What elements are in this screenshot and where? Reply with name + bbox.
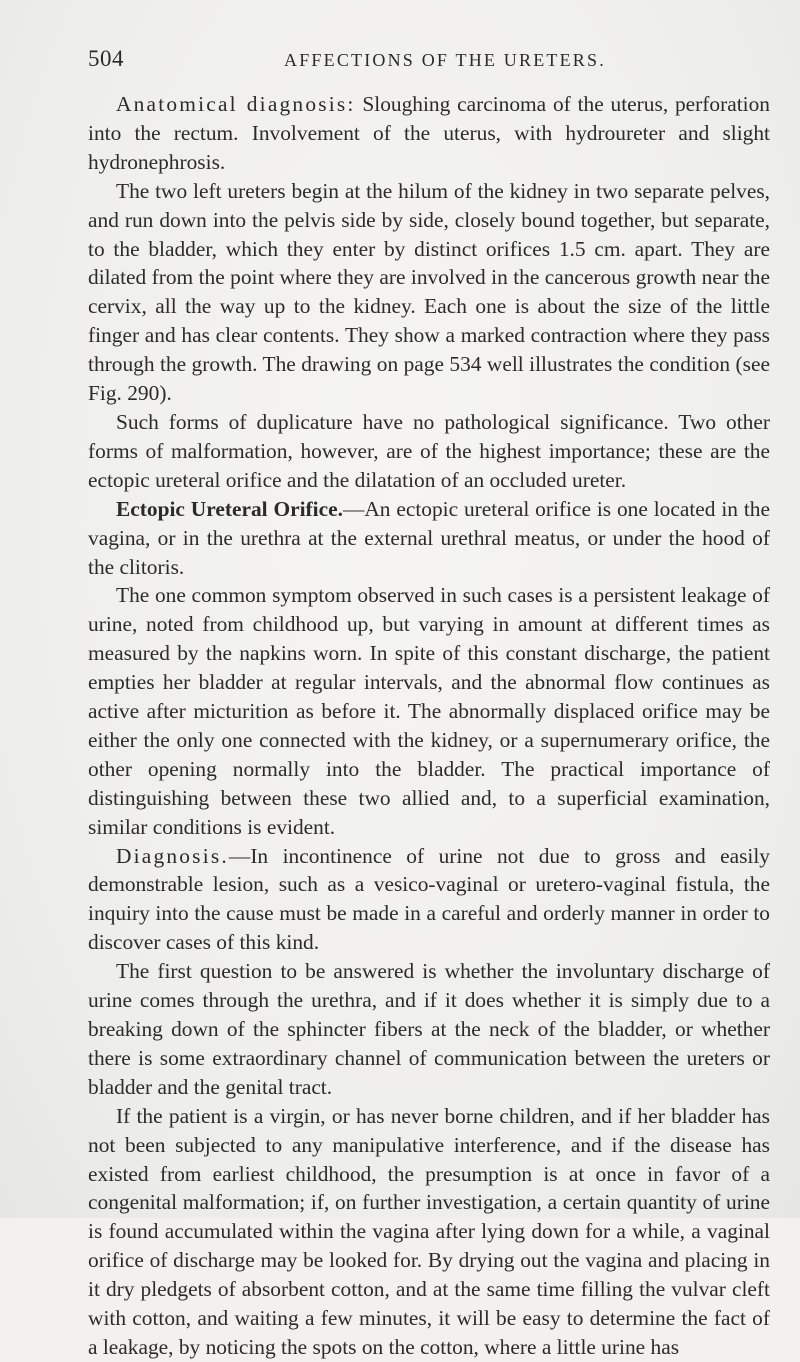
paragraph-first-question: The first question to be answered is whether the involuntary discharge of urine comes through the urethra, and if it does whether it is simply due to a breaking down of the sphincter fibers at the neck of the bladder, or whether there is some extraordinary channel of communication between the ureters or bladder and the genital tract.	[88, 959, 770, 1099]
paragraph-common-symptom: The one common symptom observed in such cases is a persistent leakage of urine, noted from childhood up, but varying in amount at different times as measured by the napkins worn. In spite of this constant discharge, the patient empties her bladder at regular intervals, and the abnormal flow continues as active after micturition as before it. The abnormally displaced orifice may be either the only one connected with the kidney, or a supernumerary orifice, the other opening normally into the bladder. The practical importance of distinguishing between these two allied and, to a superficial examination, similar conditions is evident.	[88, 583, 770, 839]
paragraph-text: —An ectopic ureteral orifice is one located in the vagina, or in the urethra at the external urethral meatus, or under the hood of the clitoris.	[88, 496, 770, 579]
paragraph-lead: Diagnosis.	[116, 843, 229, 868]
paragraph-virgin-patient: If the patient is a virgin, or has never borne children, and if her bladder has not been subjected to any manipulative interference, and if the disease has existed from earliest childhood, the presumption is at once in favor of a congenital malformation; if, on further investigation, a certain quantity of urine is found accumulated within the vagina after lying down for a while, a vaginal orifice of discharge may be looked for. By drying out the vagina and placing in it dry pledgets of absorbent cotton, and at the same time filling the vulvar cleft with cotton, and waiting a few minutes, it will be easy to determine the fact of a leakage, by noticing the spots on the cotton, where a little urine has	[88, 1103, 770, 1359]
paragraph-text: —In incontinence of urine not due to gross and easily demonstrable lesion, such as a vesico-vaginal or uretero-vaginal fistula, the inquiry into the cause must be made in a careful and orderly manner in order to discover cases of this kind.	[88, 843, 770, 955]
page-number: 504	[88, 46, 124, 71]
paragraph-text: Sloughing carcinoma of the uterus, perforation into the rectum. Involvement of the uterus, with hydroureter and slight hydronephrosis.	[88, 92, 770, 174]
section-heading: Ectopic Ureteral Orifice.	[116, 496, 343, 521]
body-text	[88, 90, 770, 1362]
running-head: AFFECTIONS OF THE URETERS.	[284, 50, 606, 70]
paragraph-diagnosis	[88, 842, 770, 958]
page-header	[88, 46, 768, 76]
paragraph-two-left-ureters: The two left ureters begin at the hilum of the kidney in two separate pelves, and run down into the pelvis side by side, closely bound together, but separate, to the bladder, which they enter by distinct orifices 1.5 cm. apart. They are dilated from the point where they are involved in the cancerous growth near the cervix, all the way up to the kidney. Each one is about the size of the little finger and has clear contents. They show a marked contraction where they pass through the growth. The drawing on page 534 well illustrates the condition (see Fig. 290).	[88, 178, 770, 406]
paragraph-ectopic-orifice	[88, 495, 770, 582]
paragraph-anatomical-diagnosis	[88, 90, 770, 177]
paragraph-duplicature: Such forms of duplicature have no pathological significance. Two other forms of malformation, however, are of the highest importance; these are the ectopic ureteral orifice and the dilatation of an occluded ureter.	[88, 409, 770, 492]
paragraph-lead: Anatomical diagnosis:	[116, 92, 356, 116]
